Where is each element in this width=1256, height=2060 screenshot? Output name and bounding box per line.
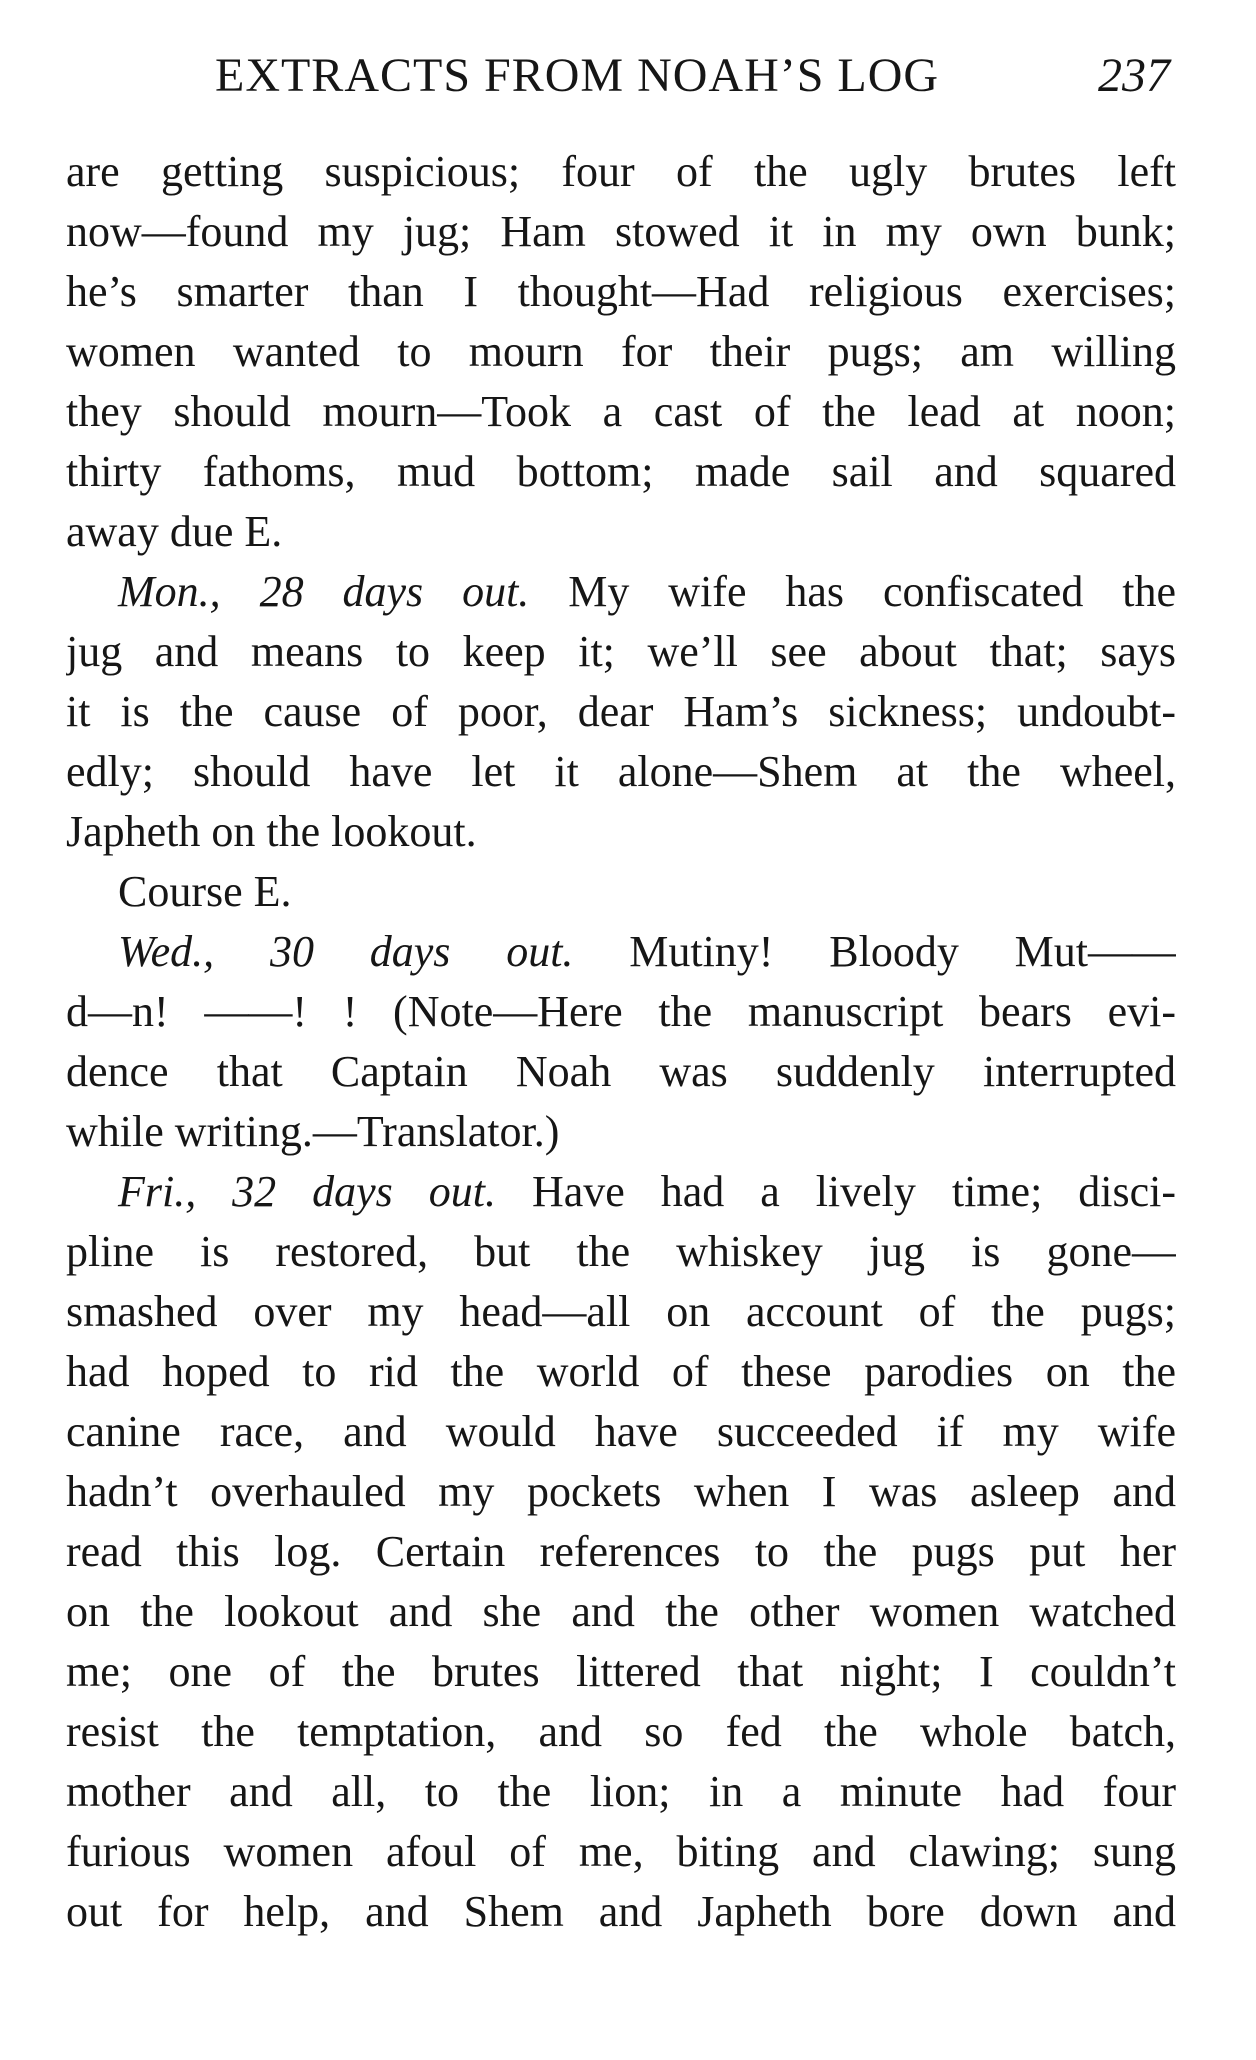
text-line — [66, 502, 1176, 562]
line-text: furious women afoul of me, biting and clawing; sung — [66, 1827, 1176, 1876]
text-line — [66, 1102, 1176, 1162]
line-text: are getting suspicious; four of the ugly brutes left — [66, 147, 1176, 196]
text-line — [66, 1342, 1176, 1402]
text-line — [66, 442, 1176, 502]
running-title: EXTRACTS FROM NOAH’S LOG — [215, 49, 940, 102]
text-line — [66, 202, 1176, 262]
line-text: it is the cause of poor, dear Ham’s sickness; undoubt- — [66, 687, 1176, 736]
entry-date: Wed., 30 days out. — [118, 927, 574, 976]
line-text: Course E. — [118, 867, 292, 916]
entry-line — [66, 562, 1176, 622]
line-text: hadn’t overhauled my pockets when I was asleep and — [66, 1467, 1176, 1516]
entry-line — [66, 922, 1176, 982]
text-line — [66, 622, 1176, 682]
line-text: on the lookout and she and the other women watched — [66, 1587, 1176, 1636]
text-line — [66, 682, 1176, 742]
text-line — [66, 1822, 1176, 1882]
body-text — [66, 142, 1176, 1942]
text-line — [66, 1762, 1176, 1822]
line-text: now—found my jug; Ham stowed it in my own bunk; — [66, 207, 1176, 256]
line-text: canine race, and would have succeeded if my wife — [66, 1407, 1176, 1456]
text-line — [66, 322, 1176, 382]
line-text: smashed over my head—all on account of the pugs; — [66, 1287, 1176, 1336]
text-line — [66, 1702, 1176, 1762]
text-line — [66, 262, 1176, 322]
entry-date: Mon., 28 days out. — [118, 567, 530, 616]
text-line — [66, 1642, 1176, 1702]
line-text: read this log. Certain references to the pugs put her — [66, 1527, 1176, 1576]
entry-date: Fri., 32 days out. — [118, 1167, 496, 1216]
line-text: pline is restored, but the whiskey jug is gone— — [66, 1227, 1176, 1276]
entry-line — [66, 1162, 1176, 1222]
line-text: women wanted to mourn for their pugs; am willing — [66, 327, 1176, 376]
line-text: they should mourn—Took a cast of the lead at noon; — [66, 387, 1176, 436]
line-text: me; one of the brutes littered that night; I couldn’t — [66, 1647, 1176, 1696]
page-number: 237 — [1098, 49, 1170, 102]
text-line — [66, 1522, 1176, 1582]
line-text: Have had a lively time; disci- — [495, 1167, 1176, 1216]
text-line — [66, 1402, 1176, 1462]
text-line — [66, 862, 1176, 922]
line-text: out for help, and Shem and Japheth bore down and — [66, 1887, 1176, 1936]
text-line — [66, 1582, 1176, 1642]
line-text: while writing.—Translator.) — [66, 1107, 560, 1156]
running-head — [0, 48, 1256, 108]
line-text: thirty fathoms, mud bottom; made sail and squared — [66, 447, 1176, 496]
text-line — [66, 742, 1176, 802]
line-text: Mutiny! Bloody Mut—— — [573, 927, 1176, 976]
line-text: edly; should have let it alone—Shem at the wheel, — [66, 747, 1176, 796]
text-line — [66, 982, 1176, 1042]
text-line — [66, 1042, 1176, 1102]
line-text: resist the temptation, and so fed the whole batch, — [66, 1707, 1176, 1756]
line-text: away due E. — [66, 507, 283, 556]
line-text: jug and means to keep it; we’ll see about that; says — [66, 627, 1176, 676]
text-line — [66, 802, 1176, 862]
text-line — [66, 1282, 1176, 1342]
text-line — [66, 1222, 1176, 1282]
text-line — [66, 1462, 1176, 1522]
line-text: My wife has confiscated the — [529, 567, 1176, 616]
line-text: had hoped to rid the world of these parodies on the — [66, 1347, 1176, 1396]
line-text: d—n! ——! ! (Note—Here the manuscript bears evi- — [66, 987, 1176, 1036]
line-text: he’s smarter than I thought—Had religious exercises; — [66, 267, 1176, 316]
line-text: mother and all, to the lion; in a minute had four — [66, 1767, 1176, 1816]
text-line — [66, 1882, 1176, 1942]
text-line — [66, 382, 1176, 442]
line-text: Japheth on the lookout. — [66, 807, 477, 856]
line-text: dence that Captain Noah was suddenly interrupted — [66, 1047, 1176, 1096]
text-line — [66, 142, 1176, 202]
